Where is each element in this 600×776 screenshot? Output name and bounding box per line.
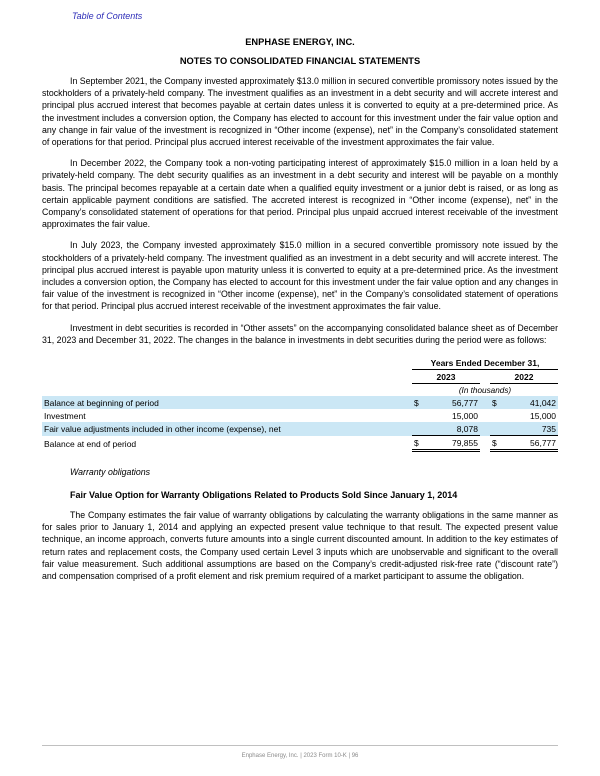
value-2022: 15,000 — [530, 410, 556, 421]
footer-divider — [42, 745, 558, 746]
table-units-row — [42, 384, 558, 397]
footer-page-info: Enphase Energy, Inc. | 2023 Form 10-K | 96 — [241, 753, 359, 759]
column-header-2023: 2023 — [412, 370, 480, 384]
paragraph-july-2023: In July 2023, the Company invested approximately $15.0 million in a secured convertible promissory note issued by the stockholders of a privately-held company. The investment qualified as an investment in a debt security and will accrete interest. The principal plus accrued interest is payable upon maturity unless it is converted to equity at a pre-determined price. As the investment includes a conversion option, the Company has elected to account for this investment under the fair value option and any changes in fair value of the investment is recognized in “Other income (expense), net” in the Company’s consolidated statement of operations for that period. Principal plus accrued interest receivable of the investment approximates the fair value. — [42, 240, 558, 312]
gap-cell — [480, 370, 490, 384]
value-2023: 8,078 — [426, 422, 480, 436]
currency-symbol — [490, 422, 504, 436]
document-subtitle: NOTES TO CONSOLIDATED FINANCIAL STATEMENTS — [179, 56, 421, 66]
currency-symbol — [412, 409, 426, 422]
value-2022: 56,777 — [504, 436, 558, 451]
empty-cell — [42, 384, 412, 397]
table-total-row — [42, 436, 558, 451]
currency-symbol: $ — [490, 396, 504, 409]
value-2023: 15,000 — [451, 410, 478, 421]
paragraph-investment-debt-securities: Investment in debt securities is recorded in “Other assets” on the accompanying consolidated balance sheet as of December 31, 2023 and December 31, 2022. The changes in the balance in investments in debt securities during the period were as follows: — [42, 322, 558, 345]
table-of-contents-link[interactable]: Table of Contents — [72, 11, 143, 21]
table-year-columns-row — [42, 370, 558, 384]
value-2023: 79,855 — [426, 436, 480, 451]
currency-symbol: $ — [412, 396, 426, 409]
row-label: Fair value adjustments included in other income (expense), net — [42, 422, 412, 436]
table-years-header-row — [42, 356, 558, 370]
currency-symbol — [490, 409, 504, 422]
currency-symbol: $ — [412, 436, 426, 451]
table-row — [42, 422, 558, 436]
column-header-2022: 2022 — [490, 370, 558, 384]
empty-cell — [42, 370, 412, 384]
table-row — [42, 409, 558, 422]
value-2023: 56,777 — [426, 396, 480, 409]
gap-cell — [480, 436, 490, 451]
currency-symbol — [412, 422, 426, 436]
years-ended-header: Years Ended December 31, — [412, 356, 558, 370]
gap-cell — [480, 409, 490, 422]
row-label: Balance at beginning of period — [42, 396, 412, 409]
empty-cell — [42, 356, 412, 370]
fair-value-option-heading: Fair Value Option for Warranty Obligations Related to Products Sold Since January 1, 2014 — [70, 490, 458, 501]
paragraph-warranty-fair-value: The Company estimates the fair value of warranty obligations by calculating the warranty obligations in the same manner as for sales prior to January 1, 2014 and applying an expected present value technique to that result. The expected present value technique, an income approach, converts future amounts into a single current discounted amount. In addition to the key estimates of return rates and replacement costs, the Company used certain Level 3 inputs which are unobservable and significant to the overall fair value measurement. Such additional assumptions are based on the Company’s credit-adjusted risk-free rate (“discount rate”) and compensation comprised of a profit element and risk premium required of a market participant to assume the obligation. — [42, 510, 558, 582]
gap-cell — [480, 422, 490, 436]
company-title: ENPHASE ENERGY, INC. — [245, 37, 355, 47]
units-note: (In thousands) — [458, 385, 512, 395]
value-2022: 735 — [504, 422, 558, 436]
gap-cell — [480, 396, 490, 409]
warranty-obligations-heading: Warranty obligations — [70, 467, 151, 478]
row-label: Balance at end of period — [44, 439, 137, 450]
row-label: Investment — [44, 410, 86, 421]
paragraph-december-2022: In December 2022, the Company took a non-voting participating interest of approximately $15.0 million in a loan held by a privately-held company. The debt security qualifies as an investment in a debt security and interest will be payable on a monthly basis. The principal becomes repayable at a certain date when a qualified equity investment or a junior debt is raised, or as long as certain applicable payment conditions are satisfied. The accreted interest is recognized in “Other income (expense), net” in the Company’s consolidated statement of operations for that period. Principal plus unpaid accrued interest receivable of the investment approximates the fair value. — [42, 158, 558, 230]
paragraph-september-2021: In September 2021, the Company invested approximately $13.0 million in secured convertible promissory notes issued by the stockholders of a privately-held company. The investment qualifies as an investment in a debt security and will accrete interest and principal plus accrued interest that becomes payable at certain dates unless it is converted to equity at a pre-determined price. As the investment includes a conversion option, the Company has elected to account for this investment under the fair value option and any change in fair value of the investment is recognized in “Other income (expense), net” in the Company’s consolidated statement of operations for that period. Principal plus accrued interest receivable of the investment approximates the fair value. — [42, 76, 558, 148]
currency-symbol: $ — [490, 436, 504, 451]
table-row — [42, 396, 558, 409]
investments-in-debt-securities-table — [42, 356, 558, 452]
value-2022: 41,042 — [504, 396, 558, 409]
